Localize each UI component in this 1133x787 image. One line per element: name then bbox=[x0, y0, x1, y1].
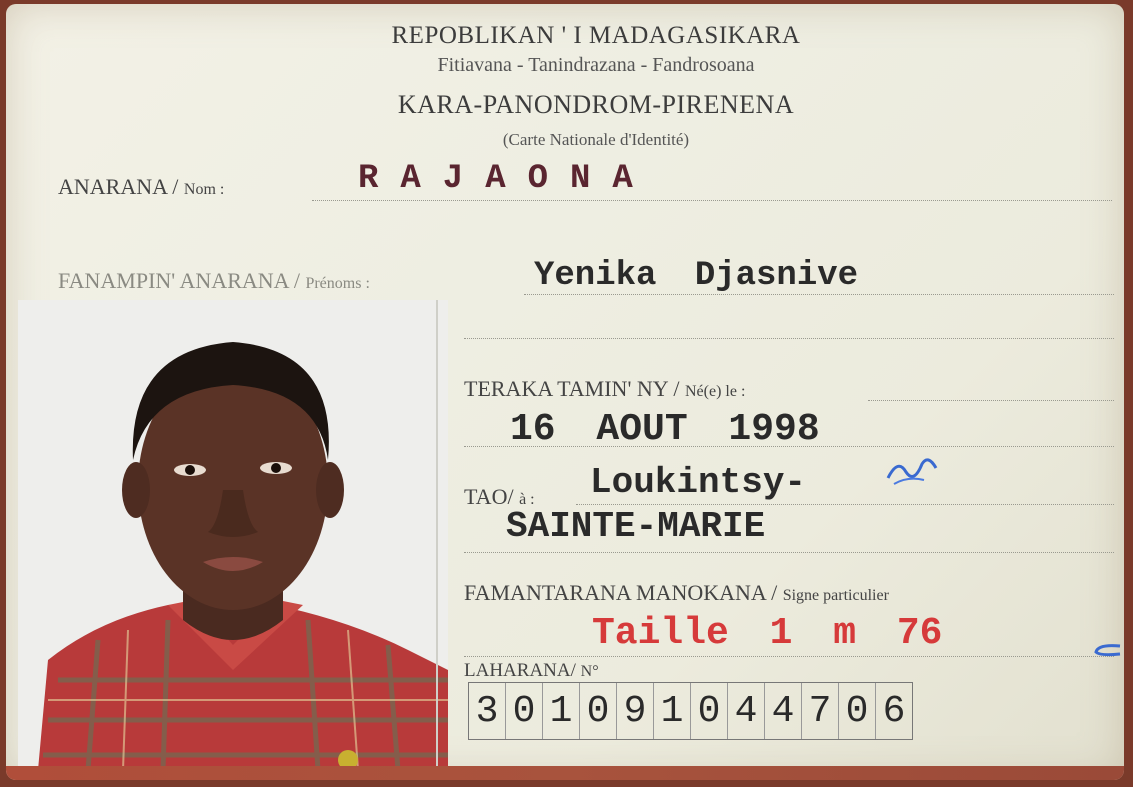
national-motto: Fitiavana - Tanindrazana - Fandrosoana bbox=[437, 54, 755, 76]
id-number-digit: 4 bbox=[728, 683, 765, 739]
nom-label bbox=[58, 174, 224, 200]
signe-value: Taille 1 m 76 bbox=[592, 612, 943, 655]
numero-label-fr: N° bbox=[580, 663, 599, 680]
dob-value: 16 AOUT 1998 bbox=[510, 408, 820, 451]
prenoms-label-mg: FANAMPIN' ANARANA / bbox=[58, 268, 306, 293]
prenoms-line-2 bbox=[464, 338, 1114, 339]
lieu-label-fr: à : bbox=[519, 491, 535, 508]
lieu-value-line2: SAINTE-MARIE bbox=[506, 506, 766, 547]
nom-line bbox=[312, 200, 1112, 201]
signe-label-mg: FAMANTARANA MANOKANA / bbox=[464, 580, 783, 605]
portrait-photo bbox=[18, 300, 448, 770]
id-number-digit: 1 bbox=[543, 683, 580, 739]
ink-mark-icon bbox=[1090, 640, 1124, 660]
naissance-label-fr: Né(e) le : bbox=[684, 383, 746, 400]
card-edge bbox=[6, 766, 1124, 780]
signe-line bbox=[464, 656, 1114, 657]
prenoms-label bbox=[58, 268, 370, 294]
numero-label bbox=[464, 660, 599, 682]
nom-value: RAJAONA bbox=[358, 160, 655, 198]
id-card bbox=[6, 4, 1124, 780]
id-number-digit: 6 bbox=[882, 689, 906, 733]
id-number-digit: 0 bbox=[506, 683, 543, 739]
photo-divider bbox=[436, 300, 438, 770]
id-number-digit: 7 bbox=[802, 683, 839, 739]
republic-title: REPOBLIKAN ' I MADAGASIKARA bbox=[391, 22, 801, 49]
id-number-digit: 1 bbox=[654, 683, 691, 739]
id-number-digit: 0 bbox=[839, 683, 876, 739]
naissance-label bbox=[464, 376, 745, 402]
id-number-digit: 3 bbox=[469, 683, 506, 739]
ink-scribble-icon bbox=[884, 450, 944, 490]
id-number-digit: 0 bbox=[691, 683, 728, 739]
id-number-box bbox=[468, 682, 913, 740]
naissance-line-1 bbox=[868, 400, 1114, 401]
signe-label bbox=[464, 580, 889, 606]
naissance-line-2 bbox=[464, 446, 1114, 447]
lieu-value-line1: Loukintsy- bbox=[590, 462, 807, 503]
naissance-label-mg: TERAKA TAMIN' NY / bbox=[464, 376, 685, 401]
lieu-line-1 bbox=[576, 504, 1114, 505]
nom-label-fr: Nom : bbox=[183, 181, 225, 198]
prenoms-label-fr: Prénoms : bbox=[305, 275, 370, 292]
lieu-label-mg: TAO/ bbox=[464, 484, 520, 509]
nom-label-mg: ANARANA / bbox=[58, 174, 184, 199]
numero-label-mg: LAHARANA/ bbox=[464, 660, 581, 681]
signe-label-fr: Signe particulier bbox=[782, 587, 889, 604]
card-subtitle: (Carte Nationale d'Identité) bbox=[502, 130, 690, 149]
card-title: KARA-PANONDROM-PIRENENA bbox=[397, 90, 795, 119]
lieu-line-2 bbox=[464, 552, 1114, 553]
prenoms-value: Yenika Djasnive bbox=[534, 257, 859, 295]
id-number-digit: 9 bbox=[617, 683, 654, 739]
id-number-digit: 0 bbox=[580, 683, 617, 739]
portrait-photo-icon bbox=[18, 300, 448, 770]
id-number-digit: 4 bbox=[765, 683, 802, 739]
